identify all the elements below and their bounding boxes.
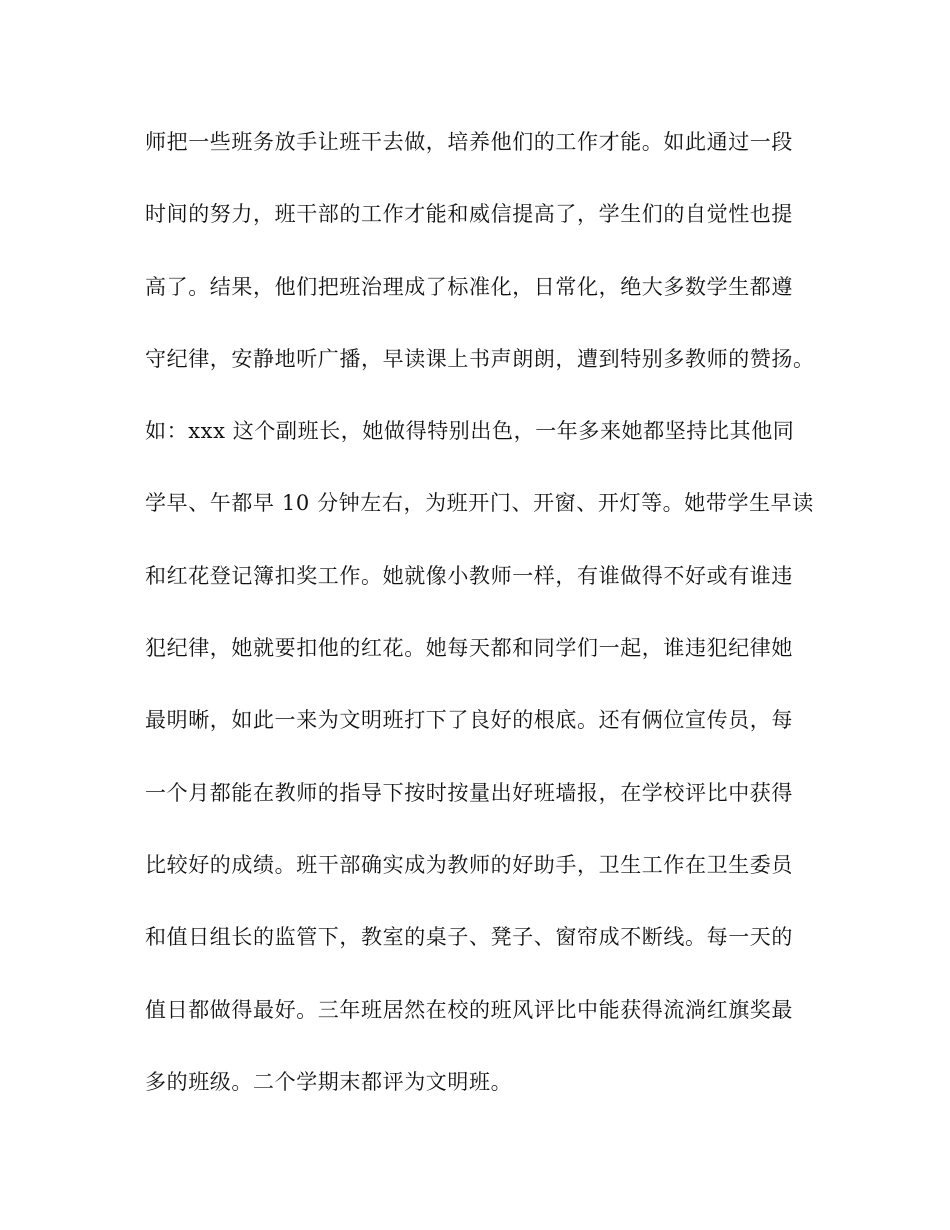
text-line: 和红花登记簿扣奖工作。她就像小教师一样，有谁做得不好或有谁违: [145, 563, 793, 588]
text-line: 多的班级。二个学期末都评为文明班。: [145, 1069, 513, 1094]
text-line: 一个月都能在教师的指导下按时按量出好班墙报，在学校评比中获得: [145, 780, 793, 805]
text-line: 学早、午都早 10 分钟左右，为班开门、开窗、开灯等。她带学生早读: [145, 491, 814, 516]
text-line: 和值日组长的监管下，教室的桌子、凳子、窗帘成不断线。每一天的: [145, 925, 793, 950]
text-line: 时间的努力，班干部的工作才能和威信提高了，学生们的自觉性也提: [145, 202, 793, 227]
text-line: 师把一些班务放手让班干去做，培养他们的工作才能。如此通过一段: [145, 130, 793, 154]
body-text: [145, 118, 825, 1130]
text-line: 高了。结果，他们把班治理成了标准化，日常化，绝大多数学生都遵: [145, 274, 793, 299]
text-line: 守纪律，安静地听广播，早读课上书声朗朗，遭到特别多教师的赞扬。: [145, 346, 815, 371]
text-line: 值日都做得最好。三年班居然在校的班风评比中能获得流淌红旗奖最: [145, 997, 793, 1022]
text-line: 如：xxx 这个副班长，她做得特别出色，一年多来她都坚持比其他同: [145, 419, 795, 444]
text-line: 犯纪律，她就要扣他的红花。她每天都和同学们一起，谁违犯纪律她: [145, 636, 793, 661]
text-line: 最明晰，如此一来为文明班打下了良好的根底。还有俩位宣传员，每: [145, 708, 793, 733]
text-line: 比较好的成绩。班干部确实成为教师的好助手，卫生工作在卫生委员: [145, 852, 793, 877]
